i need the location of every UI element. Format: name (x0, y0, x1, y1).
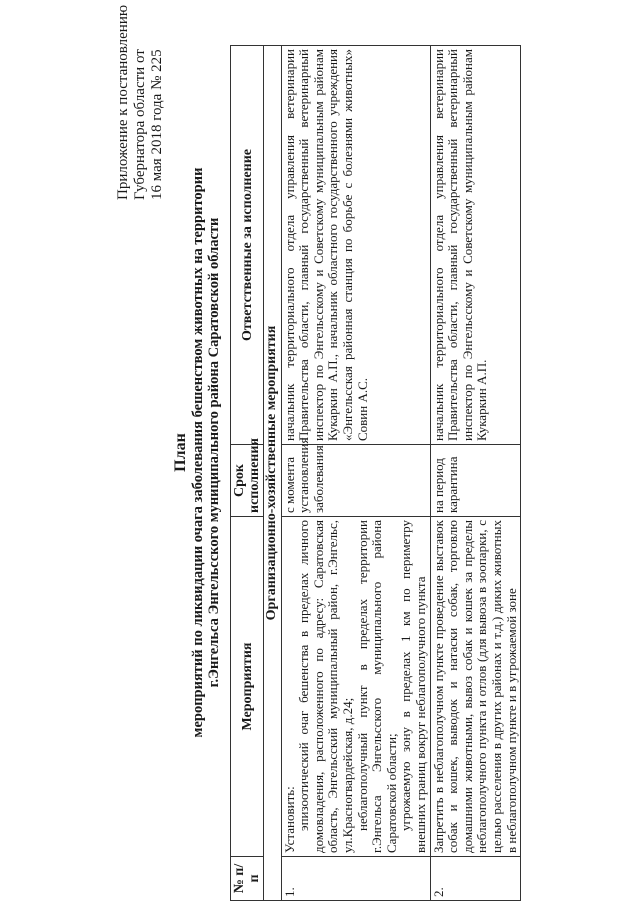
appendix-line-1: Приложение к постановлению (115, 4, 131, 200)
table-row (281, 46, 430, 901)
appendix-line-2: Губернатора области от (132, 49, 148, 200)
row-responsible: начальник территориального отдела управления ветеринарии Правительства области, главный государственный ветеринарный инспектор по Энгельсскому и Советскому муниципальным районам Кукаркин А.П. (430, 46, 521, 445)
row-term: на период карантина (430, 445, 521, 517)
row-number: 1. (281, 857, 430, 901)
plan-subtitle-line-2: г.Энгельса Энгельсского муниципального района Саратовской области (206, 217, 222, 688)
measures-intro: Установить: (281, 786, 297, 853)
header-term: Срок исполнения (231, 445, 264, 517)
row-responsible: начальник территориального отдела управления ветеринарии Правительства области, главный государственный ветеринарный инспектор по Энгельсскому и Советскому муниципальным районам Кукаркин А.П., начальник областного государственного учреждения «Энгельсская районная станция по борьбе с болезнями животных» Совин А.С. (281, 46, 430, 445)
measures-paragraph: эпизоотический очаг бешенства в пределах личного домовладения, расположенного по адресу: Саратовская область, Энгельсский муниципальный район, г.Энгельс, ул.Красногвардейская, д.24; (296, 520, 355, 853)
section-title: Организационно-хозяйственные мероприятия (264, 46, 282, 901)
row-measures (281, 517, 430, 857)
plan-title: План (172, 433, 189, 472)
row-number: 2. (430, 857, 521, 901)
section-row (264, 46, 282, 901)
measures-paragraph: угрожаемую зону в пределах 1 км по периметру внешних границ вокруг неблагополучного пункта (398, 520, 428, 853)
header-number: № п/п (231, 857, 264, 901)
header-measures: Мероприятия (231, 517, 264, 857)
row-term: с момента установления заболевания (281, 445, 430, 517)
plan-subtitle-line-1: мероприятий по ликвидации очага заболевания бешенством животных на территории (190, 167, 206, 738)
appendix-line-3: 16 мая 2018 года № 225 (149, 49, 165, 200)
measures-table (230, 45, 521, 901)
table-row (430, 46, 521, 901)
table-header-row (231, 46, 264, 901)
header-responsible: Ответственные за исполнение (231, 46, 264, 445)
row-measures: Запретить в неблагополучном пункте проведение выставок собак и кошек, выводок и натаски собак, торговлю домашними животными, вывоз собак и кошек за пределы неблагополучного пункта и отлов (для вывоза в зоопарки, с целью расселения в других районах и т.д.) диких животных в неблагополучном пункте и в угрожаемой зоне (430, 517, 521, 857)
measures-paragraph: неблагополучный пункт в пределах территории г.Энгельса Энгельсского муниципального района Саратовской области; (354, 520, 399, 853)
appendix-note (115, 5, 166, 200)
